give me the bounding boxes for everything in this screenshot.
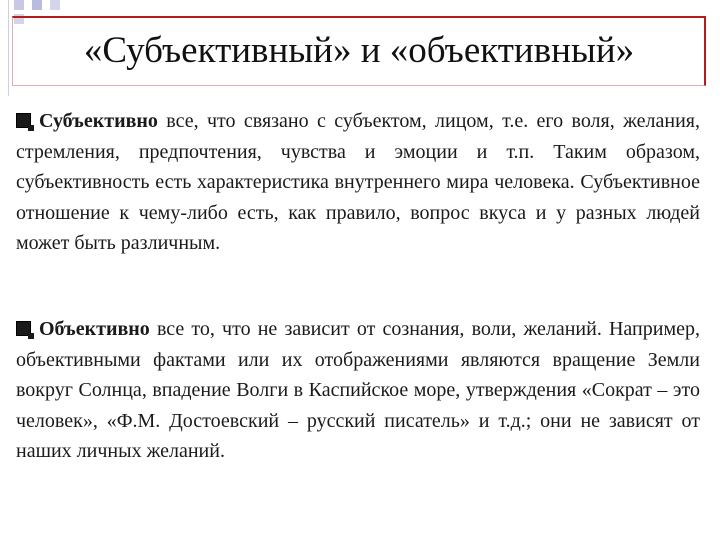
- decorative-square: [50, 0, 60, 10]
- term-subjective: Субъективно: [39, 110, 158, 132]
- square-bullet-icon: [16, 113, 31, 128]
- decorative-line: [8, 0, 9, 96]
- paragraph-objective: [16, 314, 700, 467]
- square-bullet-icon: [16, 321, 31, 336]
- decorative-square: [32, 0, 42, 10]
- slide-title: «Субъективный» и «объективный»: [83, 30, 635, 71]
- term-objective: Объективно: [39, 318, 150, 340]
- paragraph-text: все то, что не зависит от сознания, воли, желаний. Например, объективными фактами или их отображениями являются вращение Земли вокруг Солнца, впадение Волги в Каспийское море, утверждения «Сократ – это человек», «Ф.М. Достоевский – русский писатель» и т.д.; они не зависят от наших личных желаний.: [16, 318, 700, 463]
- paragraph-text: все, что связано с субъектом, лицом, т.е. его воля, желания, стремления, предпочтения, чувства и эмоции и т.п. Таким образом, субъективность есть характеристика внутреннего мира человека. Субъективное отношение к чему-либо есть, как правило, вопрос вкуса и у разных людей может быть различным.: [16, 110, 700, 255]
- paragraph-subjective: [16, 106, 700, 259]
- decorative-square: [14, 0, 24, 10]
